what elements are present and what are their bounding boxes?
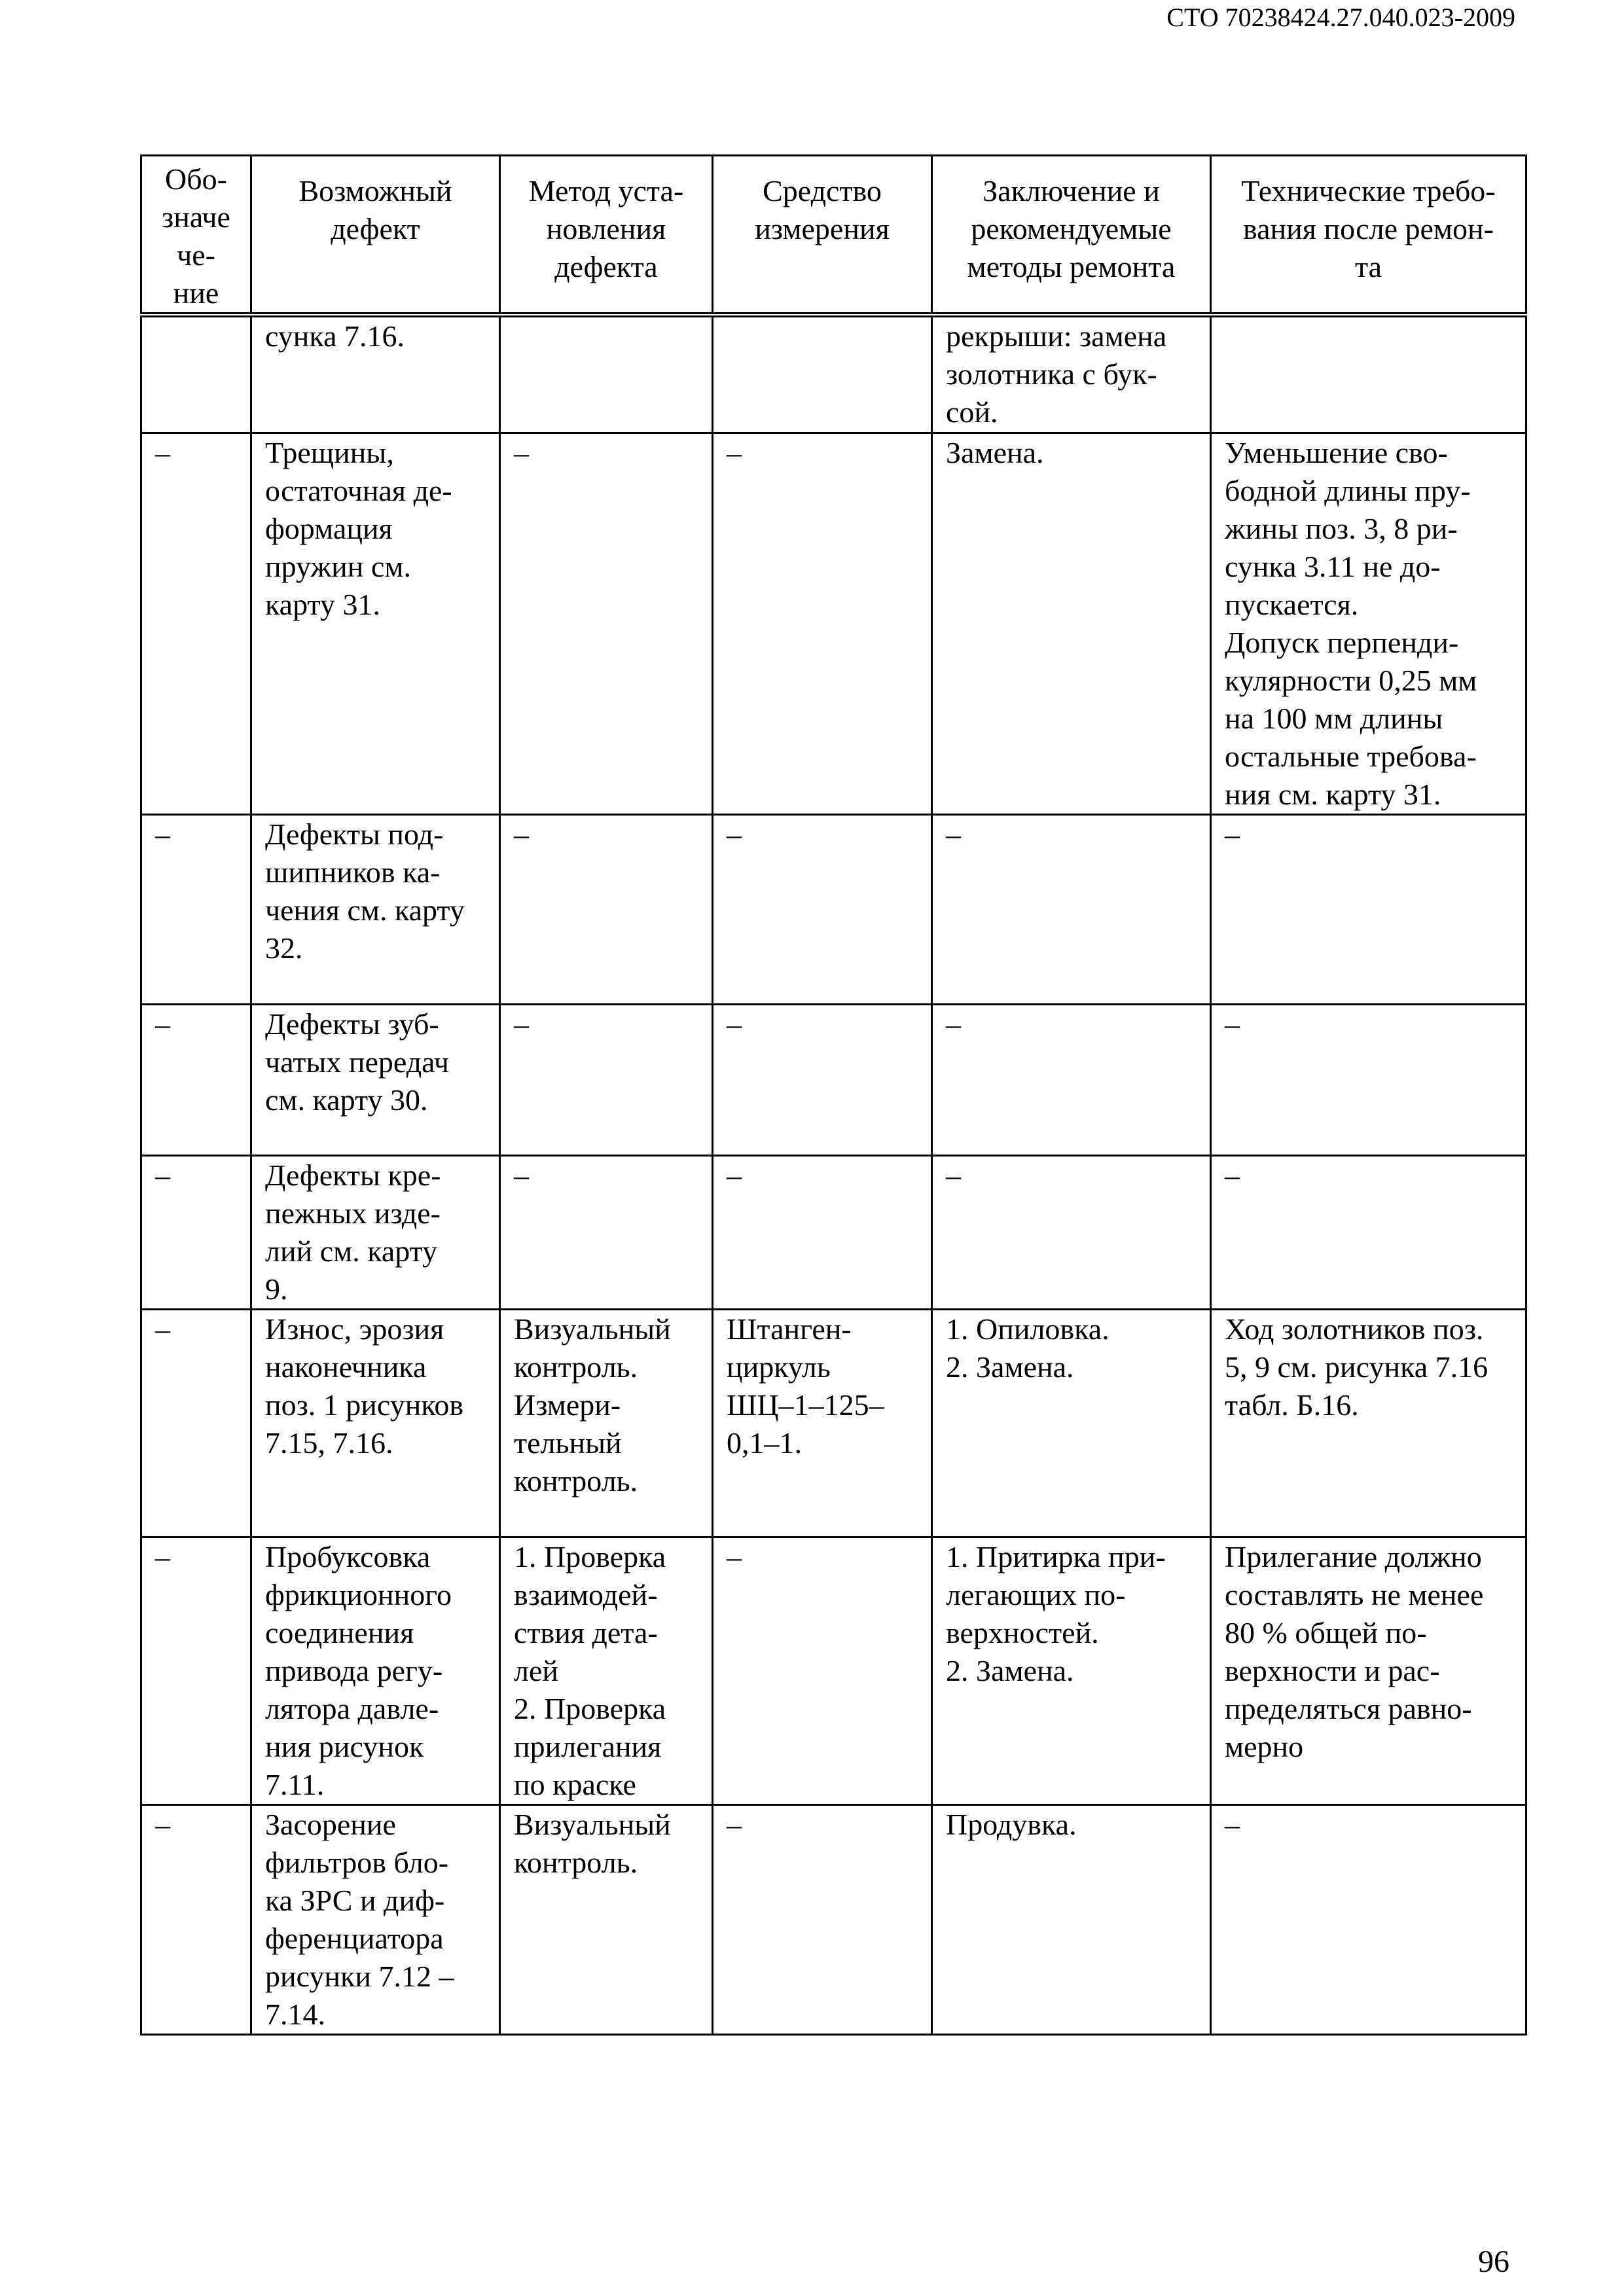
cell-defect: Засорение фильтров бло- ка ЗРС и диф- ференциатора рисунки 7.12 – 7.14. <box>251 1804 500 2034</box>
cell-repair-methods: 1. Притирка при- легающих по- верхностей. 2. Замена. <box>932 1537 1211 1804</box>
table-row <box>141 1537 1526 1804</box>
cell-technical-requirements: – <box>1211 814 1526 1004</box>
table-row <box>141 433 1526 814</box>
cell-designation: – <box>141 1804 251 2034</box>
cell-technical-requirements <box>1211 315 1526 433</box>
cell-measuring-tool: – <box>713 1004 932 1155</box>
cell-designation <box>141 315 251 433</box>
cell-detection-method: – <box>500 814 713 1004</box>
cell-repair-methods: 1. Опиловка. 2. Замена. <box>932 1309 1211 1537</box>
cell-repair-methods: – <box>932 1155 1211 1309</box>
cell-designation: – <box>141 1309 251 1537</box>
cell-defect: Дефекты под- шипников ка- чения см. карту 32. <box>251 814 500 1004</box>
header-measuring-tool: Средство измерения <box>713 156 932 315</box>
table-header-row <box>141 156 1526 315</box>
table-row <box>141 1309 1526 1537</box>
cell-detection-method: – <box>500 1004 713 1155</box>
cell-measuring-tool: – <box>713 433 932 814</box>
header-detection-method: Метод уста- новления дефекта <box>500 156 713 315</box>
cell-repair-methods: Продувка. <box>932 1804 1211 2034</box>
cell-measuring-tool: – <box>713 1155 932 1309</box>
header-repair-methods: Заключение и рекомендуемые методы ремонта <box>932 156 1211 315</box>
defects-table <box>140 154 1527 2036</box>
cell-technical-requirements: – <box>1211 1804 1526 2034</box>
cell-repair-methods: – <box>932 1004 1211 1155</box>
cell-repair-methods: рекрыши: замена золотника с бук- сой. <box>932 315 1211 433</box>
cell-detection-method: – <box>500 1155 713 1309</box>
cell-detection-method <box>500 315 713 433</box>
cell-detection-method: Визуальный контроль. <box>500 1804 713 2034</box>
cell-measuring-tool: – <box>713 814 932 1004</box>
cell-defect: Дефекты кре- пежных изде- лий см. карту 9. <box>251 1155 500 1309</box>
cell-designation: – <box>141 1537 251 1804</box>
header-defect: Возможный дефект <box>251 156 500 315</box>
cell-designation: – <box>141 433 251 814</box>
cell-defect: Трещины, остаточная де- формация пружин см. карту 31. <box>251 433 500 814</box>
cell-detection-method: – <box>500 433 713 814</box>
cell-defect: Дефекты зуб- чатых передач см. карту 30. <box>251 1004 500 1155</box>
cell-repair-methods: – <box>932 814 1211 1004</box>
cell-measuring-tool: – <box>713 1804 932 2034</box>
header-designation: Обо- значе че- ние <box>141 156 251 315</box>
table-row <box>141 814 1526 1004</box>
cell-repair-methods: Замена. <box>932 433 1211 814</box>
document-code: СТО 70238424.27.040.023-2009 <box>1166 3 1515 32</box>
table-row <box>141 1155 1526 1309</box>
table-row <box>141 1004 1526 1155</box>
cell-designation: – <box>141 1155 251 1309</box>
cell-designation: – <box>141 1004 251 1155</box>
header-technical-requirements: Технические требо- вания после ремон- та <box>1211 156 1526 315</box>
cell-designation: – <box>141 814 251 1004</box>
cell-technical-requirements: Ход золотников поз. 5, 9 см. рисунка 7.16 табл. Б.16. <box>1211 1309 1526 1537</box>
cell-technical-requirements: – <box>1211 1004 1526 1155</box>
cell-detection-method: 1. Проверка взаимодей- ствия дета- лей 2. Проверка прилегания по краске <box>500 1537 713 1804</box>
page-number: 96 <box>1478 2244 1509 2279</box>
cell-technical-requirements: – <box>1211 1155 1526 1309</box>
table-row <box>141 315 1526 433</box>
cell-defect: сунка 7.16. <box>251 315 500 433</box>
table-row <box>141 1804 1526 2034</box>
cell-defect: Износ, эрозия наконечника поз. 1 рисунков 7.15, 7.16. <box>251 1309 500 1537</box>
cell-defect: Пробуксовка фрикционного соединения привода регу- лятора давле- ния рисунок 7.11. <box>251 1537 500 1804</box>
cell-measuring-tool <box>713 315 932 433</box>
cell-technical-requirements: Прилегание должно составлять не менее 80 % общей по- верхности и рас- пределяться равно- мерно <box>1211 1537 1526 1804</box>
cell-measuring-tool: – <box>713 1537 932 1804</box>
cell-measuring-tool: Штанген- циркуль ШЦ–1–125– 0,1–1. <box>713 1309 932 1537</box>
cell-technical-requirements: Уменьшение сво- бодной длины пру- жины поз. 3, 8 ри- сунка 3.11 не до- пускается. Допуск перпенди- кулярности 0,25 мм на 100 мм длины остальные требова- ния см. карту 31. <box>1211 433 1526 814</box>
cell-detection-method: Визуальный контроль. Измери- тельный контроль. <box>500 1309 713 1537</box>
